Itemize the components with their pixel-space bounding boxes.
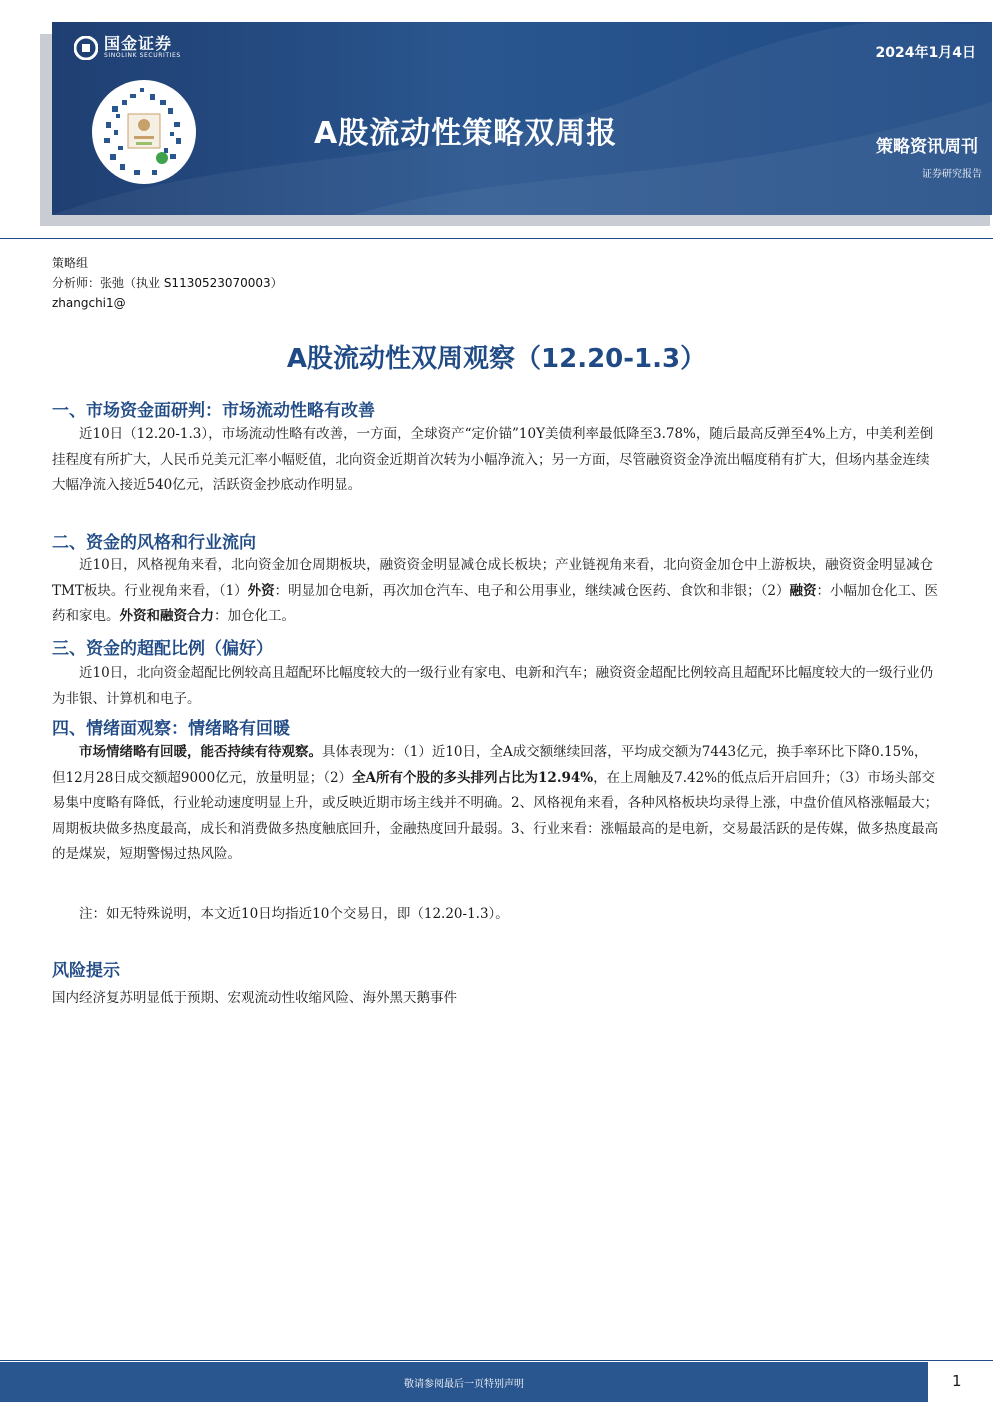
banner-title: A股流动性策略双周报 xyxy=(314,116,618,151)
section-heading-1: 一、市场资金面研判：市场流动性略有改善 xyxy=(52,401,375,421)
logo-mark-icon xyxy=(74,36,98,60)
risk-heading: 风险提示 xyxy=(52,961,120,981)
section-note: 注：如无特殊说明，本文近10日均指近10个交易日，即（12.20-1.3）。 xyxy=(79,906,509,922)
report-date: 2024年1月4日 xyxy=(875,45,976,61)
header-divider xyxy=(0,238,993,239)
report-banner xyxy=(52,22,992,215)
document-title: A股流动性双周观察（12.20-1.3） xyxy=(286,344,707,374)
section-text-3: 近10日，北向资金超配比例较高且超配环比幅度较大的一级行业有家电、电新和汽车；融资资金超配比例较高且超配环比幅度较大的一级行业仍为非银、计算机和电子。 xyxy=(52,665,934,707)
footer-divider xyxy=(0,1360,993,1361)
section-heading-2: 二、资金的风格和行业流向 xyxy=(52,533,256,553)
author-analyst: 分析师：张弛（执业 S1130523070003） xyxy=(52,276,283,290)
author-email[interactable]: zhangchi1@ xyxy=(52,296,126,310)
report-subtype: 证券研究报告 xyxy=(922,169,982,180)
risk-text: 国内经济复苏明显低于预期、宏观流动性收缩风险、海外黑天鹅事件 xyxy=(52,990,457,1006)
section-text-2: 近10日，风格视角来看，北向资金加仓周期板块，融资资金明显减仓成长板块；产业链视角来看，北向资金加仓中上游板块，融资资金明显减仓TMT板块。行业视角来看，（1）外资：明显加仓电新，再次加仓汽车、电子和公用事业，继续减仓医药、食饮和非银；（2）融资：小幅加仓化工、医药和家电。外资和融资合力：加仓化工。 xyxy=(52,557,939,625)
section-text-4: 市场情绪略有回暖，能否持续有待观察。具体表现为：（1）近10日，全A成交额继续回落，平均成交额为7443亿元，换手率环比下降0.15%，但12月28日成交额超9000亿元，放量明显；（2）全A所有个股的多头排列占比为12.94%，在上周触及7.42%的低点后开启回升；（3）市场头部交易集中度略有降低，行业轮动速度明显上升，或反映近期市场主线并不明确。2、风格视角来看，各种风格板块均录得上涨，中盘价值风格涨幅最大；周期板块做多热度最高，成长和消费做多热度触底回升，金融热度回升最弱。3、行业来看：涨幅最高的是电新，交易最活跃的是传媒，做多热度最高的是煤炭，短期警惕过热风险。 xyxy=(52,744,939,863)
footer-disclaimer: 敬请参阅最后一页特别声明 xyxy=(404,1378,524,1390)
qr-code-icon xyxy=(90,70,198,188)
logo-text-cn: 国金证券 xyxy=(104,34,173,53)
author-group: 策略组 xyxy=(52,256,89,270)
footer-bar xyxy=(0,1362,928,1402)
company-logo xyxy=(74,36,181,60)
section-heading-3: 三、资金的超配比例（偏好） xyxy=(52,639,273,659)
logo-text-en: SINOLINK SECURITIES xyxy=(104,52,181,59)
report-type: 策略资讯周刊 xyxy=(876,137,978,157)
page-number: 1 xyxy=(952,1372,962,1390)
section-text-1: 近10日（12.20-1.3），市场流动性略有改善，一方面，全球资产“定价锚”10Y美债利率最低降至3.78%，随后最高反弹至4%上方，中美利差倒挂程度有所扩大，人民币兑美元汇率小幅贬值，北向资金近期首次转为小幅净流入；另一方面，尽管融资资金净流出幅度稍有扩大，但场内基金连续大幅净流入接近540亿元，活跃资金抄底动作明显。 xyxy=(52,426,934,494)
section-heading-4: 四、情绪面观察：情绪略有回暖 xyxy=(52,719,290,739)
